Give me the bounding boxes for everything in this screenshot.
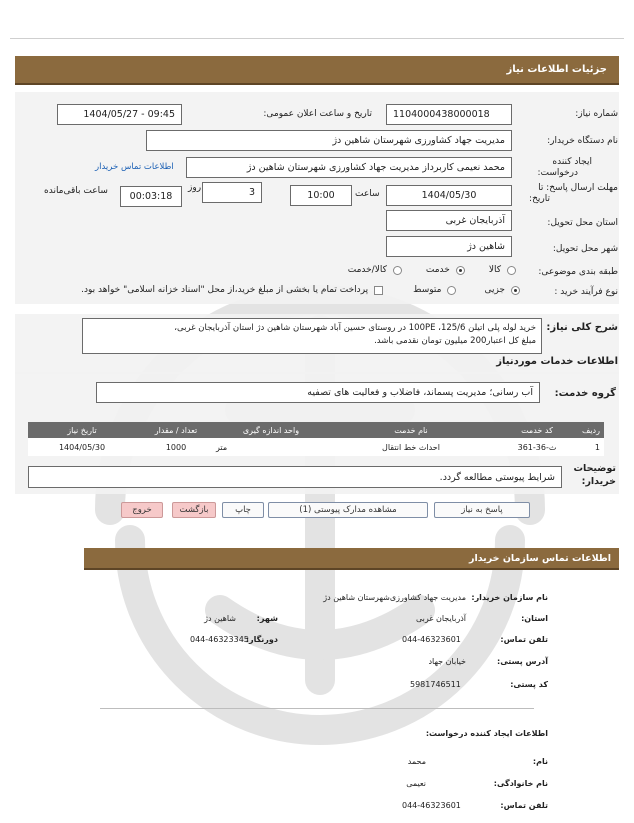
org-value: مدیریت جهاد کشاورزی‌شهرستان شاهین دژ bbox=[323, 593, 466, 602]
org-label: نام سازمان خریدار: bbox=[471, 593, 548, 602]
deadline-time-field: 10:00 bbox=[290, 185, 352, 206]
days-field: 3 bbox=[202, 182, 262, 203]
contact-address-value: خیابان جهاد bbox=[428, 657, 466, 666]
col-unit: واحد اندازه گیری bbox=[242, 425, 300, 435]
province-label: استان محل تحویل: bbox=[547, 218, 618, 228]
creator-name-label: نام: bbox=[532, 757, 548, 766]
contact-province-label: استان: bbox=[521, 614, 548, 623]
remaining-label: ساعت باقی‌مانده bbox=[44, 186, 108, 196]
creator-info-title: اطلاعات ایجاد کننده درخواست: bbox=[425, 729, 548, 738]
description-box bbox=[82, 318, 542, 354]
deadline-label: مهلت ارسال پاسخ: تا bbox=[538, 183, 618, 193]
treasury-payment-note: پرداخت تمام یا بخشی از مبلغ خرید،از محل "اسناد خزانه اسلامی" خواهد بود. bbox=[81, 285, 369, 295]
category-radio-goods[interactable] bbox=[507, 266, 516, 275]
service-group-field: آب رسانی؛ مدیریت پسماند، فاضلاب و فعالیت های تصفیه bbox=[96, 382, 540, 403]
city-field: شاهین دژ bbox=[386, 236, 512, 257]
buyer-label: نام دستگاه خریدار: bbox=[547, 136, 618, 146]
contact-city-value: شاهین دژ bbox=[204, 614, 236, 623]
services-section-title: اطلاعات خدمات موردنیاز bbox=[496, 356, 618, 367]
days-label: روز bbox=[188, 183, 202, 193]
need-number-label: شماره نیاز: bbox=[575, 109, 618, 119]
contact-postal-label: کد پستی: bbox=[510, 680, 548, 689]
cell-need-date: 1404/05/30 bbox=[58, 442, 106, 452]
attachments-button[interactable]: مشاهده مدارک پیوستی (1) bbox=[268, 502, 428, 518]
col-quantity: تعداد / مقدار bbox=[154, 425, 198, 435]
process-radio-minor[interactable] bbox=[511, 286, 520, 295]
cell-quantity: 1000 bbox=[165, 442, 187, 452]
process-label: نوع فرآیند خرید : bbox=[554, 287, 618, 297]
cell-code: ث-36-361 bbox=[517, 442, 557, 452]
contact-title: اطلاعات تماس سازمان خریدار bbox=[468, 552, 611, 564]
contact-fax-label: دورنگار: bbox=[245, 635, 278, 644]
category-label: طبقه بندی موضوعی: bbox=[538, 267, 618, 277]
table-row bbox=[28, 438, 604, 456]
deadline-label-2: تاریخ: bbox=[529, 194, 550, 204]
announce-field: 1404/05/27 - 09:45 bbox=[57, 104, 182, 125]
need-number-field: 1104000438000018 bbox=[386, 104, 512, 125]
category-option-both: کالا/خدمت bbox=[347, 265, 387, 275]
contact-divider bbox=[100, 708, 534, 709]
process-radio-group bbox=[81, 285, 520, 295]
buyer-notes-field: شرایط پیوستی مطالعه گردد. bbox=[28, 466, 562, 488]
city-label: شهر محل تحویل: bbox=[552, 244, 618, 254]
creator-phone-value: 044-46323601 bbox=[402, 801, 461, 810]
buyer-field: مدیریت جهاد کشاورزی شهرستان شاهین دژ bbox=[146, 130, 512, 151]
cell-unit: متر bbox=[216, 442, 228, 452]
top-divider bbox=[10, 38, 624, 39]
col-need-date: تاریخ نیاز bbox=[67, 425, 97, 435]
contact-header bbox=[84, 548, 619, 570]
process-radio-medium[interactable] bbox=[447, 286, 456, 295]
contact-phone-value: 044-46323601 bbox=[402, 635, 461, 644]
buyer-contact-link[interactable]: اطلاعات تماس خریدار bbox=[95, 162, 174, 172]
page-header bbox=[15, 56, 619, 85]
back-button[interactable]: بازگشت bbox=[172, 502, 216, 518]
creator-label-2: درخواست: bbox=[537, 168, 578, 178]
category-radio-service[interactable] bbox=[456, 266, 465, 275]
description-line-2: مبلغ کل اعتبار200 میلیون تومان نقدمی باشد. bbox=[374, 336, 536, 346]
province-field: آذربایجان غربی bbox=[386, 210, 512, 231]
contact-phone-label: تلفن تماس: bbox=[500, 635, 548, 644]
col-name: نام خدمت bbox=[394, 425, 428, 435]
category-option-goods: کالا bbox=[488, 265, 501, 275]
creator-field: محمد نعیمی کاربرداز مدیریت جهاد کشاورزی شهرستان شاهین دژ bbox=[186, 157, 512, 178]
creator-phone-label: تلفن تماس: bbox=[500, 801, 548, 810]
deadline-date-field: 1404/05/30 bbox=[386, 185, 512, 206]
creator-label: ایجاد کننده bbox=[552, 157, 592, 167]
cell-row: 1 bbox=[594, 442, 600, 452]
service-group-label: گروه خدمت: bbox=[554, 388, 616, 399]
creator-name-value: محمد bbox=[407, 757, 426, 766]
category-radio-both[interactable] bbox=[393, 266, 402, 275]
cell-name: احداث خط انتقال bbox=[382, 442, 440, 452]
category-option-service: خدمت bbox=[425, 265, 450, 275]
col-row: ردیف bbox=[582, 425, 600, 435]
category-radio-group bbox=[348, 265, 516, 275]
services-table bbox=[28, 422, 604, 456]
contact-fax-value: 044-46323345 bbox=[190, 635, 249, 644]
col-code: کد خدمت bbox=[521, 425, 553, 435]
description-line-1: خرید لوله پلی اتیلن 125/6، 100PE در روستای حسین آباد شهرستان شاهین دژ استان آذربایجان غربی، bbox=[174, 323, 536, 333]
table-header-row bbox=[28, 422, 604, 438]
remaining-field: 00:03:18 bbox=[120, 186, 182, 207]
buyer-notes-label-2: خریدار: bbox=[581, 476, 616, 487]
contact-province-value: آذربایجان غربی bbox=[415, 614, 466, 623]
contact-postal-value: 5981746511 bbox=[410, 680, 461, 689]
description-label: شرح کلی نیاز: bbox=[546, 322, 618, 333]
exit-button[interactable]: خروج bbox=[121, 502, 163, 518]
announce-label: تاریخ و ساعت اعلان عمومی: bbox=[263, 109, 372, 119]
page-title: جزئیات اطلاعات نیاز bbox=[506, 64, 607, 75]
reply-button[interactable]: پاسخ به نیاز bbox=[434, 502, 530, 518]
process-option-medium: متوسط bbox=[413, 285, 442, 295]
contact-address-label: آدرس پستی: bbox=[497, 657, 548, 666]
time-label: ساعت bbox=[355, 189, 380, 199]
print-button[interactable]: چاپ bbox=[222, 502, 264, 518]
contact-city-label: شهر: bbox=[256, 614, 278, 623]
process-option-minor: جزیی bbox=[484, 285, 505, 295]
treasury-payment-checkbox[interactable] bbox=[374, 286, 383, 295]
creator-family-value: نعیمی bbox=[406, 779, 426, 788]
creator-family-label: نام خانوادگی: bbox=[493, 779, 548, 788]
buyer-notes-label: توضیحات bbox=[573, 463, 616, 474]
